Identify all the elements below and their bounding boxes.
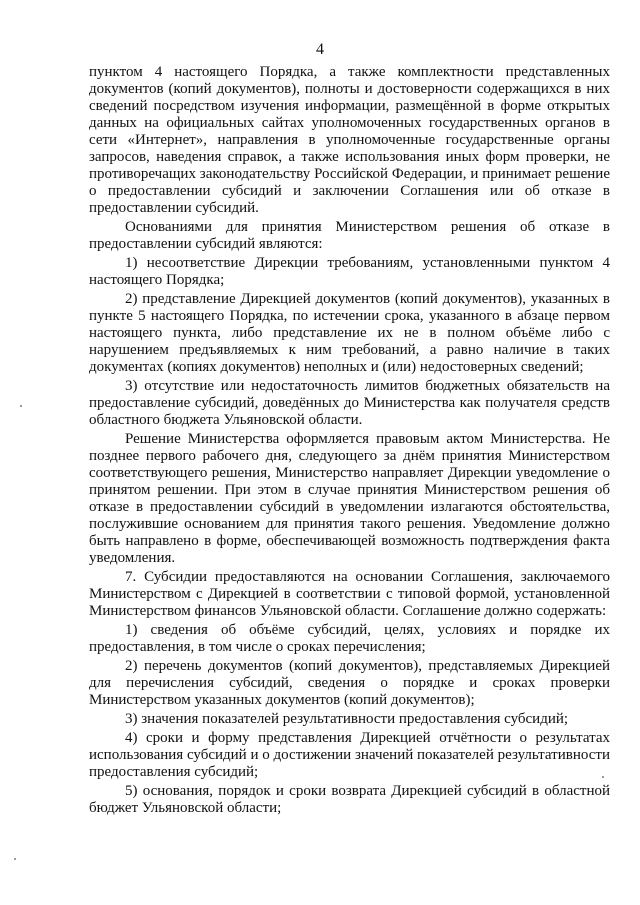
paragraph-refusal-grounds: Основаниями для принятия Министерством решения об отказе в предоставлении субсидий являются: <box>89 219 610 252</box>
page-number: 4 <box>316 41 324 58</box>
list-item-agreement-4: 4) сроки и форму представления Дирекцией отчётности о результатах использования субсидий и о достижении значений показателей результативности предоставления субсидий; <box>89 730 610 780</box>
scan-speck <box>20 405 22 407</box>
paragraph-section-7: 7. Субсидии предоставляются на основании Соглашения, заключаемого Министерством с Дирекцией в соответствии с типовой формой, установленной Министерством финансов Ульяновской области. Соглашение должно содержать: <box>89 569 610 619</box>
list-item-refusal-3: 3) отсутствие или недостаточность лимитов бюджетных обязательств на предоставление субсидий, доведённых до Министерства как получателя средств областного бюджета Ульяновской области. <box>89 378 610 428</box>
list-item-agreement-1: 1) сведения об объёме субсидий, целях, условиях и порядке их предоставления, в том числе о сроках перечисления; <box>89 622 610 655</box>
scan-speck <box>14 858 16 860</box>
list-item-agreement-3: 3) значения показателей результативности предоставления субсидий; <box>125 711 569 727</box>
paragraph-continuation: пунктом 4 настоящего Порядка, а также комплектности представленных документов (копий документов), полноты и достоверности содержащихся в них сведений посредством изучения информации, размещённой в форме открытых данных на официальных сайтах уполномоченных государственных органов в сети «Интернет», направления в уполномоченные государственные органы запросов, наведения справок, а также использования иных форм проверки, не противоречащих законодательству Российской Федерации, и принимает решение о предоставлении субсидий и заключении Соглашения или об отказе в предоставлении субсидий. <box>89 64 610 216</box>
list-item-agreement-5: 5) основания, порядок и сроки возврата Дирекцией субсидий в областной бюджет Ульяновской области; <box>89 783 610 816</box>
list-item-agreement-2: 2) перечень документов (копий документов), представляемых Дирекцией для перечисления субсидий, сведения о порядке и сроках проверки Министерством указанных документов (копий документов); <box>89 658 610 708</box>
paragraph-decision: Решение Министерства оформляется правовым актом Министерства. Не позднее первого рабочего дня, следующего за днём принятия Министерством соответствующего решения, Министерство направляет Дирекции уведомление о принятом решении. При этом в случае принятия Министерством решения об отказе в предоставлении субсидий в уведомлении излагаются обстоятельства, послужившие основанием для принятия такого решения. Уведомление должно быть направлено в форме, обеспечивающей возможность подтверждения факта уведомления. <box>89 431 610 566</box>
list-item-refusal-2: 2) представление Дирекцией документов (копий документов), указанных в пункте 5 настоящего Порядка, по истечении срока, указанного в абзаце первом настоящего пункта, либо представление их не в полном объёме либо с нарушением предъявляемых к ним требований, а равно наличие в таких документах (копиях документов) неполных и (или) недостоверных сведений; <box>89 291 610 375</box>
scan-speck <box>602 776 604 778</box>
list-item-refusal-1: 1) несоответствие Дирекции требованиям, установленными пунктом 4 настоящего Порядка; <box>89 255 610 288</box>
document-body <box>89 64 610 819</box>
